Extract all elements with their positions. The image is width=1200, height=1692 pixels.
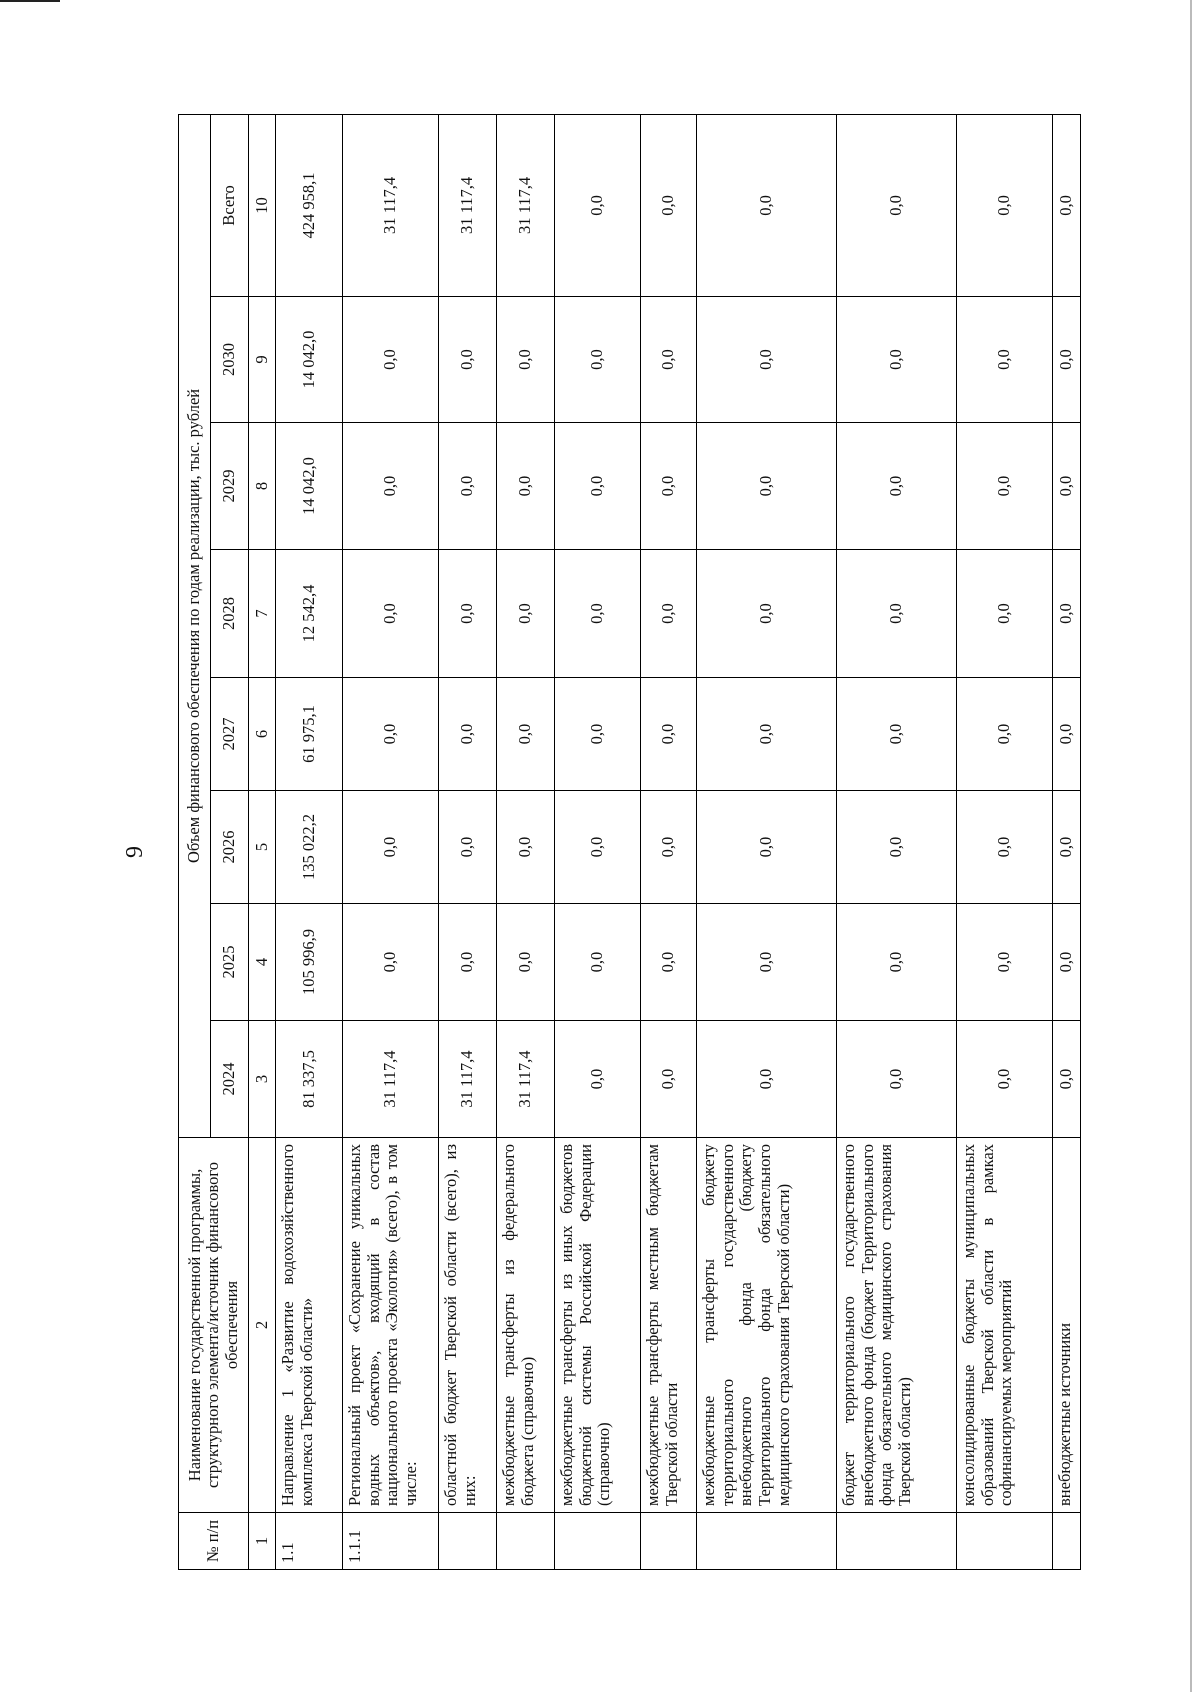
- table-row: [641, 114, 697, 1569]
- column-number: 6: [249, 678, 276, 791]
- row-value: 0,0: [343, 297, 439, 423]
- header-number: № п/п: [179, 1513, 249, 1570]
- row-value: 0,0: [697, 423, 837, 550]
- row-total: 0,0: [555, 114, 641, 296]
- column-number: 4: [249, 904, 276, 1021]
- row-value: 0,0: [957, 550, 1053, 678]
- row-value: 0,0: [497, 678, 555, 791]
- row-value: 0,0: [343, 904, 439, 1021]
- row-total: 31 117,4: [343, 114, 439, 296]
- row-value: 0,0: [439, 791, 497, 904]
- page-number: 9: [121, 846, 148, 858]
- row-value: 0,0: [837, 791, 957, 904]
- row-value: 0,0: [439, 550, 497, 678]
- row-code: [439, 1513, 497, 1570]
- column-number: 5: [249, 791, 276, 904]
- row-value: 0,0: [957, 297, 1053, 423]
- row-total: 31 117,4: [497, 114, 555, 296]
- row-value: 0,0: [697, 904, 837, 1021]
- row-total: 0,0: [641, 114, 697, 296]
- row-value: 0,0: [837, 904, 957, 1021]
- row-value: 0,0: [1053, 1021, 1081, 1138]
- row-value: 0,0: [497, 297, 555, 423]
- row-value: 0,0: [957, 423, 1053, 550]
- row-name: внебюджетные источники: [1053, 1138, 1081, 1513]
- header-year: 2024: [211, 1021, 249, 1138]
- row-value: 0,0: [697, 678, 837, 791]
- row-value: 0,0: [641, 791, 697, 904]
- row-value: 0,0: [697, 791, 837, 904]
- row-value: 0,0: [497, 791, 555, 904]
- row-value: 0,0: [641, 904, 697, 1021]
- row-name: межбюджетные трансферты из федерального бюджета (справочно): [497, 1138, 555, 1513]
- row-name: бюджет территориального государственного внебюджетного фонда (бюджет Территориального фонда обязательного медицинского страхования Тверской области): [837, 1138, 957, 1513]
- table-row: [276, 114, 343, 1569]
- row-value: 0,0: [1053, 678, 1081, 791]
- header-year: 2029: [211, 423, 249, 550]
- row-value: 0,0: [555, 297, 641, 423]
- table-row: [957, 114, 1053, 1569]
- row-total: 31 117,4: [439, 114, 497, 296]
- row-value: 0,0: [439, 423, 497, 550]
- header-year: 2028: [211, 550, 249, 678]
- row-code: [1053, 1513, 1081, 1570]
- row-value: 105 996,9: [276, 904, 343, 1021]
- row-value: 61 975,1: [276, 678, 343, 791]
- row-code: [641, 1513, 697, 1570]
- row-value: 0,0: [343, 678, 439, 791]
- row-value: 0,0: [439, 297, 497, 423]
- header-funding: Объем финансового обеспечения по годам реализации, тыс. рублей: [179, 114, 211, 1137]
- row-value: 0,0: [555, 1021, 641, 1138]
- table-row: [555, 114, 641, 1569]
- row-total: 0,0: [697, 114, 837, 296]
- row-value: 0,0: [957, 904, 1053, 1021]
- row-value: 135 022,2: [276, 791, 343, 904]
- row-name: Направление 1 «Развитие водохозяйственного комплекса Тверской области»: [276, 1138, 343, 1513]
- row-value: 0,0: [641, 1021, 697, 1138]
- row-value: 0,0: [343, 550, 439, 678]
- table-row: [439, 114, 497, 1569]
- row-value: 0,0: [1053, 423, 1081, 550]
- financing-table: [178, 114, 1081, 1570]
- column-number: 1: [249, 1513, 276, 1570]
- rotated-page-content: [178, 115, 1098, 1570]
- scan-edge-mark: [0, 0, 60, 2]
- row-total: 0,0: [837, 114, 957, 296]
- row-value: 0,0: [555, 423, 641, 550]
- row-value: 0,0: [837, 550, 957, 678]
- row-name: межбюджетные трансферты бюджету территориального государственного внебюджетного фонда (бюджету Территориального фонда обязательного медицинского страхования Тверской области): [697, 1138, 837, 1513]
- row-value: 0,0: [697, 297, 837, 423]
- row-value: 0,0: [439, 904, 497, 1021]
- row-value: 0,0: [497, 550, 555, 678]
- row-value: 81 337,5: [276, 1021, 343, 1138]
- row-value: 0,0: [1053, 550, 1081, 678]
- row-value: 14 042,0: [276, 297, 343, 423]
- row-value: 0,0: [497, 423, 555, 550]
- header-year: 2025: [211, 904, 249, 1021]
- row-value: 0,0: [837, 1021, 957, 1138]
- row-code: [697, 1513, 837, 1570]
- row-value: 0,0: [957, 791, 1053, 904]
- row-value: 0,0: [837, 423, 957, 550]
- header-year: 2027: [211, 678, 249, 791]
- column-number: 7: [249, 550, 276, 678]
- row-value: 31 117,4: [497, 1021, 555, 1138]
- row-value: 0,0: [641, 678, 697, 791]
- row-value: 0,0: [837, 297, 957, 423]
- row-code: [957, 1513, 1053, 1570]
- row-value: 0,0: [555, 791, 641, 904]
- row-name: межбюджетные трансферты местным бюджетам Тверской области: [641, 1138, 697, 1513]
- column-number: 3: [249, 1021, 276, 1138]
- row-total: 424 958,1: [276, 114, 343, 296]
- column-number: 10: [249, 114, 276, 296]
- row-name: консолидированные бюджеты муниципальных образований Тверской области в рамках софинансируемых мероприятий: [957, 1138, 1053, 1513]
- header-row-1: [179, 114, 211, 1569]
- row-value: 0,0: [697, 550, 837, 678]
- row-value: 0,0: [641, 297, 697, 423]
- row-value: 0,0: [837, 678, 957, 791]
- row-value: 0,0: [641, 550, 697, 678]
- row-total: 0,0: [1053, 114, 1081, 296]
- table-row: [343, 114, 439, 1569]
- header-year: 2030: [211, 297, 249, 423]
- row-value: 0,0: [1053, 904, 1081, 1021]
- row-value: 0,0: [555, 678, 641, 791]
- column-numbers-row: [249, 114, 276, 1569]
- row-value: 14 042,0: [276, 423, 343, 550]
- header-year: 2026: [211, 791, 249, 904]
- row-value: 0,0: [641, 423, 697, 550]
- table-row: [697, 114, 837, 1569]
- row-value: 0,0: [697, 1021, 837, 1138]
- row-name: областной бюджет Тверской области (всего), из них:: [439, 1138, 497, 1513]
- row-value: 0,0: [1053, 297, 1081, 423]
- column-number: 2: [249, 1138, 276, 1513]
- row-code: [837, 1513, 957, 1570]
- row-code: 1.1: [276, 1513, 343, 1570]
- row-value: 12 542,4: [276, 550, 343, 678]
- row-value: 0,0: [497, 904, 555, 1021]
- row-total: 0,0: [957, 114, 1053, 296]
- header-total: Всего: [211, 114, 249, 296]
- row-value: 31 117,4: [439, 1021, 497, 1138]
- table-row: [837, 114, 957, 1569]
- row-name: Региональный проект «Сохранение уникальных водных объектов», входящий в состав национального проекта «Экология» (всего), в том числе:: [343, 1138, 439, 1513]
- row-value: 31 117,4: [343, 1021, 439, 1138]
- row-value: 0,0: [555, 550, 641, 678]
- row-code: [555, 1513, 641, 1570]
- row-value: 0,0: [1053, 791, 1081, 904]
- row-code: 1.1.1: [343, 1513, 439, 1570]
- row-value: 0,0: [439, 678, 497, 791]
- table-row: [1053, 114, 1081, 1569]
- row-value: 0,0: [343, 791, 439, 904]
- scan-edge-line: [1190, 0, 1192, 1692]
- row-value: 0,0: [957, 1021, 1053, 1138]
- row-value: 0,0: [555, 904, 641, 1021]
- row-code: [497, 1513, 555, 1570]
- table-row: [497, 114, 555, 1569]
- row-value: 0,0: [343, 423, 439, 550]
- row-name: межбюджетные трансферты из иных бюджетов бюджетной системы Российской Федерации (справочно): [555, 1138, 641, 1513]
- column-number: 8: [249, 423, 276, 550]
- column-number: 9: [249, 297, 276, 423]
- header-name: Наименование государственной программы, структурного элемента/источник финансового обеспечения: [179, 1138, 249, 1513]
- row-value: 0,0: [957, 678, 1053, 791]
